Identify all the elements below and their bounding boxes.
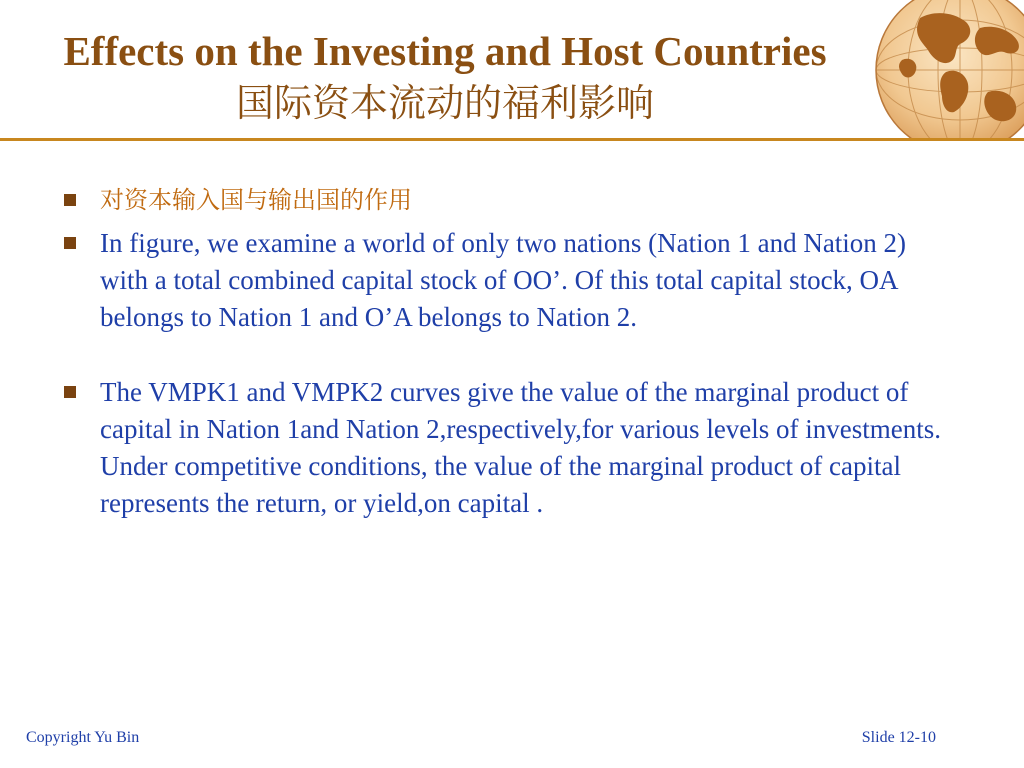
- footer-slide-number: Slide 12-10: [861, 729, 936, 746]
- bullet-list: [62, 182, 952, 522]
- slide-subtitle: 国际资本流动的福利影响: [235, 81, 654, 125]
- bullet-item-nations: [62, 225, 952, 336]
- bullet-item-vmpk: [62, 374, 952, 522]
- footer-copyright: Copyright Yu Bin: [26, 729, 140, 746]
- bullet-text: The VMPK1 and VMPK2 curves give the value of the marginal product of capital in Nation 1and Nation 2,respectively,for various levels of investments. Under competitive conditions, the value of the marginal product of capital represents the return, or yield,on capital .: [100, 377, 942, 518]
- square-bullet-icon: [64, 237, 76, 249]
- title-divider: [0, 138, 1024, 141]
- square-bullet-icon: [64, 194, 76, 206]
- bullet-text: In figure, we examine a world of only two nations (Nation 1 and Nation 2) with a total combined capital stock of OO’. Of this total capital stock, OA belongs to Nation 1 and O’A belongs to Nation 2.: [100, 228, 907, 332]
- bullet-text: 对资本输入国与输出国的作用: [100, 186, 412, 214]
- globe-icon: [862, 0, 1024, 138]
- slide-title: Effects on the Investing and Host Countries: [63, 28, 827, 74]
- square-bullet-icon: [64, 386, 76, 398]
- bullet-item-cn: [62, 182, 952, 219]
